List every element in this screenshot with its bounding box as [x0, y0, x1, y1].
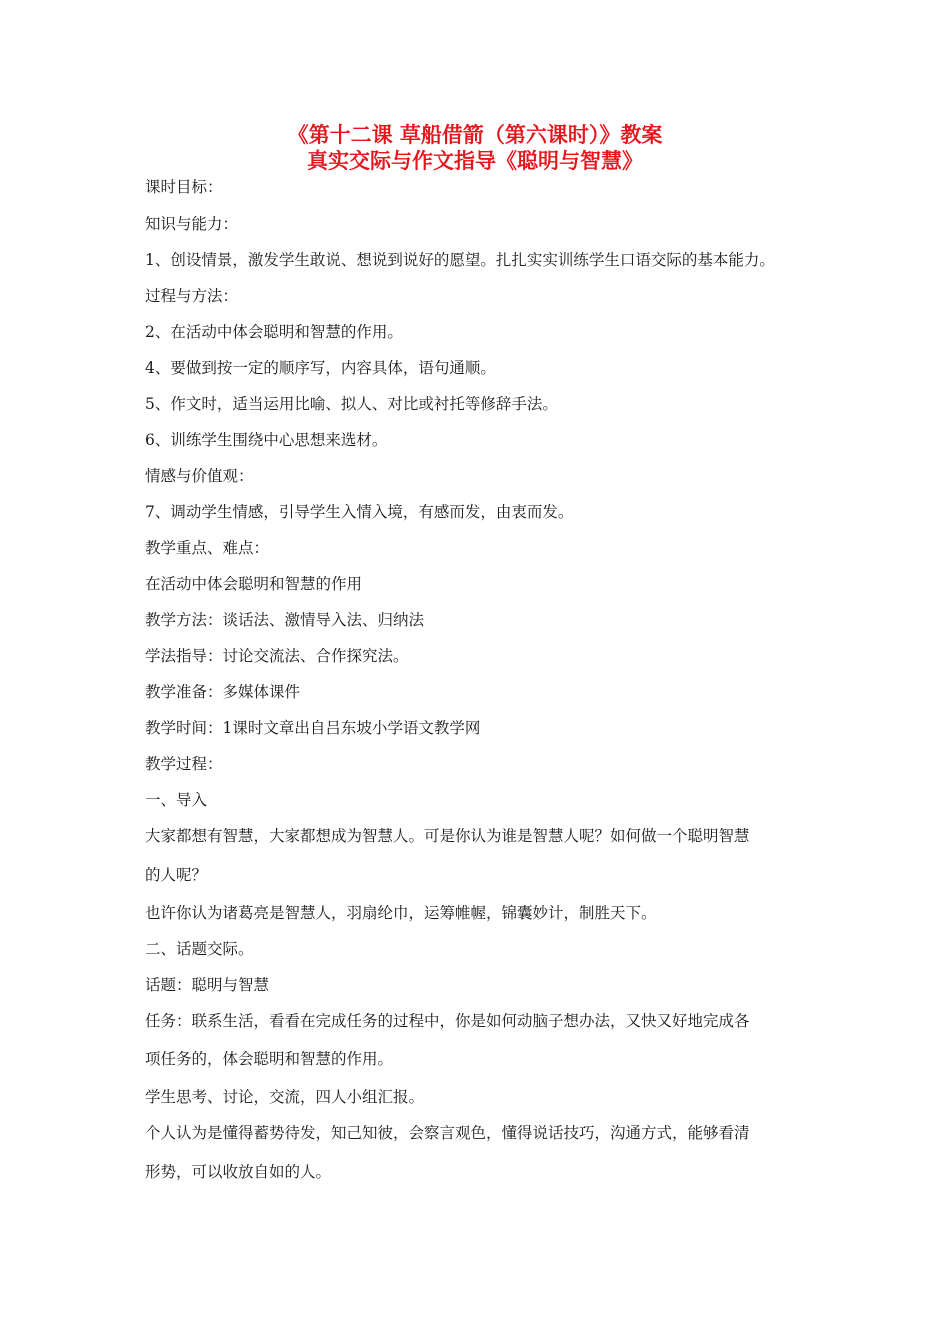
objective-item-5: 5、作文时，适当运用比喻、拟人、对比或衬托等修辞手法。 [145, 395, 558, 413]
teaching-time: 教学时间：1课时文章出自吕东坡小学语文教学网 [145, 719, 481, 737]
section-heading-objectives: 课时目标： [145, 178, 223, 196]
key-points-text: 在活动中体会聪明和智慧的作用 [145, 575, 363, 593]
study-guidance: 学法指导：讨论交流法、合作探究法。 [145, 647, 409, 665]
topic-line: 话题：聪明与智慧 [145, 976, 270, 994]
paragraph-line: 个人认为是懂得蓄势待发，知己知彼，会察言观色，懂得说话技巧，沟通方式，能够看清 [145, 1124, 750, 1142]
paragraph-line: 学生思考、讨论，交流，四人小组汇报。 [145, 1088, 425, 1106]
objective-item-6: 6、训练学生围绕中心思想来选材。 [145, 431, 388, 449]
objective-item-7: 7、调动学生情感，引导学生入情入境，有感而发，由衷而发。 [145, 503, 574, 521]
paragraph-line: 形势，可以收放自如的人。 [145, 1163, 332, 1181]
document-title: 《第十二课 草船借箭（第六课时）》教案 [287, 123, 663, 147]
section-heading-process: 过程与方法： [145, 287, 239, 305]
step-heading-introduction: 一、导入 [145, 791, 208, 809]
paragraph-line: 任务：联系生活，看看在完成任务的过程中，你是如何动脑子想办法，又快又好地完成各 [145, 1012, 750, 1030]
section-heading-knowledge: 知识与能力： [145, 215, 239, 233]
step-heading-topic: 二、话题交际。 [145, 940, 254, 958]
paragraph-line: 的人呢？ [145, 866, 208, 884]
teaching-methods: 教学方法：谈话法、激情导入法、归纳法 [145, 611, 425, 629]
objective-item-2: 2、在活动中体会聪明和智慧的作用。 [145, 323, 403, 341]
document-subtitle: 真实交际与作文指导《聪明与智慧》 [307, 149, 643, 173]
section-heading-procedure: 教学过程： [145, 755, 223, 773]
paragraph-line: 大家都想有智慧，大家都想成为智慧人。可是你认为谁是智慧人呢？如何做一个聪明智慧 [145, 827, 750, 845]
section-heading-key-points: 教学重点、难点： [145, 539, 270, 557]
teaching-preparation: 教学准备：多媒体课件 [145, 683, 301, 701]
section-heading-values: 情感与价值观： [145, 467, 254, 485]
objective-item-4: 4、要做到按一定的顺序写，内容具体，语句通顺。 [145, 359, 496, 377]
objective-item-1: 1、创设情景，激发学生敢说、想说到说好的愿望。扎扎实实训练学生口语交际的基本能力。 [145, 251, 775, 269]
paragraph-line: 项任务的，体会聪明和智慧的作用。 [145, 1050, 394, 1068]
paragraph-line: 也许你认为诸葛亮是智慧人，羽扇纶巾，运筹帷幄，锦囊妙计，制胜天下。 [145, 904, 657, 922]
